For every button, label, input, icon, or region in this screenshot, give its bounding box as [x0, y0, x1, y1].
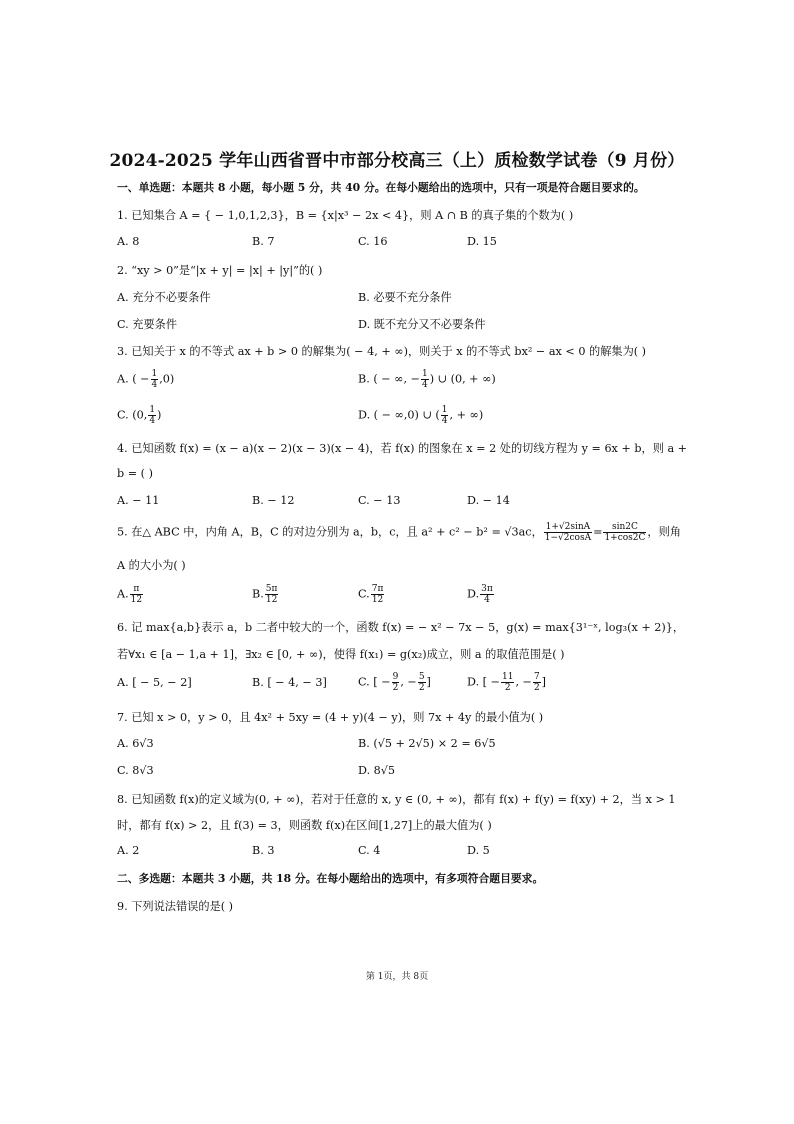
question-5-stem-line2: A 的大小为( )	[117, 559, 186, 572]
q3-a-fraction	[151, 369, 159, 390]
q6-c-denominator-2: 2	[418, 683, 425, 693]
question-6-stem-line2: 若∀x₁ ∈ [a − 1,a + 1]，∃x₂ ∈ [0, + ∞)，使得 f(x₁) = g(x₂)成立，则 a 的取值范围是( )	[117, 648, 565, 661]
q5-option-d	[467, 584, 495, 605]
q6-c-pre: C. [ −	[358, 675, 391, 689]
q1-option-b: B. 7	[252, 235, 275, 248]
q7-option-a: A. 6√3	[117, 737, 154, 750]
q6-option-c	[358, 672, 431, 693]
q5-c-label: C.	[358, 587, 370, 601]
q1-option-c: C. 16	[358, 235, 388, 248]
q3-a-pre: A. ( −	[117, 372, 150, 386]
q6-d-numerator-2: 7	[533, 672, 540, 682]
q5-b-denominator: 12	[265, 595, 278, 605]
q4-option-c: C. − 13	[358, 494, 401, 507]
q6-d-fraction-2	[533, 672, 541, 693]
q5-fraction-left	[544, 522, 592, 543]
question-1-stem: 1. 已知集合 A = { − 1,0,1,2,3}，B = {x|x³ − 2x < 4}，则 A ∩ B 的真子集的个数为( )	[117, 209, 574, 222]
q5-left-numerator: 1+√2sinA	[545, 522, 591, 532]
q5-option-b	[252, 584, 279, 605]
q8-option-a: A. 2	[117, 844, 140, 857]
q5-a-denominator: 12	[130, 595, 143, 605]
q4-option-a: A. − 11	[117, 494, 160, 507]
q5-d-denominator: 4	[484, 595, 490, 605]
q7-option-b: B. (√5 + 2√5) × 2 = 6√5	[358, 737, 496, 750]
exam-title: 2024-2025 学年山西省晋中市部分校高三（上）质检数学试卷（9 月份）	[109, 151, 685, 171]
section-multi-choice-heading: 二、多选题：本题共 3 小题，共 18 分。在每小题给出的选项中，有多项符合题目要求。	[117, 872, 544, 885]
question-4-stem-line1: 4. 已知函数 f(x) = (x − a)(x − 2)(x − 3)(x − 4)，若 f(x) 的图象在 x = 2 处的切线方程为 y = 6x + b，则 a +	[117, 442, 688, 455]
q5-right-denominator: 1+cos2C	[604, 533, 646, 543]
q3-b-denominator: 4	[422, 380, 428, 390]
q3-c-denominator: 4	[149, 416, 156, 426]
question-3-stem: 3. 已知关于 x 的不等式 ax + b > 0 的解集为( − 4, + ∞)，则关于 x 的不等式 bx² − ax < 0 的解集为( )	[117, 345, 647, 358]
q8-option-b: B. 3	[252, 844, 275, 857]
q5-left-denominator: 1−√2cosA	[544, 533, 592, 543]
q5-fraction-right	[603, 522, 646, 543]
q5-a-label: A.	[117, 587, 129, 601]
q5-c-numerator: 7π	[371, 584, 384, 594]
q3-option-b	[358, 369, 496, 390]
q3-d-numerator: 1	[441, 405, 448, 415]
q6-c-post: ]	[426, 675, 431, 689]
q3-b-fraction	[421, 369, 429, 390]
question-8-stem-line2: 时，都有 f(x) > 2，且 f(3) = 3，则函数 f(x)在区间[1,27]上的最大值为( )	[117, 819, 492, 832]
q5-c-fraction	[371, 584, 385, 605]
q6-d-fraction-1	[501, 672, 514, 693]
q3-option-c	[117, 405, 161, 426]
q6-d-pre: D. [ −	[467, 675, 500, 689]
q6-d-numerator-1: 11	[501, 672, 514, 682]
q5-b-label: B.	[252, 587, 264, 601]
question-5-stem-line1	[117, 522, 681, 543]
q3-d-denominator: 4	[441, 416, 448, 426]
q3-b-numerator: 1	[422, 369, 428, 379]
q6-c-fraction-2	[418, 672, 426, 693]
q5-stem-post: ，则角	[647, 525, 681, 539]
q4-option-d: D. − 14	[467, 494, 510, 507]
q5-b-fraction	[265, 584, 279, 605]
q3-a-denominator: 4	[151, 380, 158, 390]
q7-option-d: D. 8√5	[358, 764, 396, 777]
q2-option-d: D. 既不充分又不必要条件	[358, 318, 486, 331]
q6-option-d	[467, 672, 546, 693]
q6-c-mid: , −	[400, 675, 417, 689]
q8-option-c: C. 4	[358, 844, 381, 857]
q2-option-a: A. 充分不必要条件	[117, 291, 211, 304]
q3-b-post: ) ∪ (0, + ∞)	[429, 372, 496, 386]
q3-c-post: )	[157, 408, 162, 422]
q6-c-denominator-1: 2	[392, 683, 399, 693]
q5-d-label: D.	[467, 587, 480, 601]
section-single-choice-heading: 一、单选题：本题共 8 小题，每小题 5 分，共 40 分。在每小题给出的选项中，只有一项是符合题目要求的。	[117, 181, 645, 194]
q5-right-numerator: sin2C	[603, 522, 646, 533]
q6-c-numerator-2: 5	[418, 672, 425, 682]
q5-d-numerator: 3π	[481, 584, 493, 594]
question-8-stem-line1: 8. 已知函数 f(x)的定义域为(0, + ∞)，若对于任意的 x, y ∈ (0, + ∞)，都有 f(x) + f(y) = f(xy) + 2，当 x > 1	[117, 793, 676, 806]
q5-a-numerator: π	[130, 584, 143, 595]
q3-b-pre: B. ( − ∞, −	[358, 372, 420, 386]
q3-c-numerator: 1	[149, 405, 156, 415]
q6-d-denominator-1: 2	[504, 683, 511, 693]
q4-option-b: B. − 12	[252, 494, 295, 507]
q3-option-a	[117, 369, 174, 390]
q3-c-pre: C. (0,	[117, 408, 148, 422]
q5-option-a	[117, 584, 144, 605]
q7-option-c: C. 8√3	[117, 764, 154, 777]
q3-c-fraction	[148, 405, 156, 426]
question-9-stem: 9. 下列说法错误的是( )	[117, 900, 234, 913]
q6-d-denominator-2: 2	[533, 683, 540, 693]
q5-a-fraction	[130, 584, 143, 605]
q1-option-a: A. 8	[117, 235, 140, 248]
q5-b-numerator: 5π	[265, 584, 278, 594]
q5-option-c	[358, 584, 385, 605]
q6-option-a: A. [ − 5, − 2]	[117, 676, 192, 689]
q3-a-post: ,0)	[159, 372, 175, 386]
q3-d-pre: D. ( − ∞,0) ∪ (	[358, 408, 440, 422]
q8-option-d: D. 5	[467, 844, 490, 857]
question-2-stem: 2. “xy > 0”是“|x + y| = |x| + |y|”的( )	[117, 264, 323, 277]
q6-c-fraction-1	[392, 672, 400, 693]
q5-c-denominator: 12	[371, 595, 384, 605]
question-4-stem-line2: b = ( )	[117, 467, 153, 480]
q1-option-d: D. 15	[467, 235, 497, 248]
q3-d-post: , + ∞)	[449, 408, 484, 422]
question-7-stem: 7. 已知 x > 0，y > 0，且 4x² + 5xy = (4 + y)(4 − y)，则 7x + 4y 的最小值为( )	[117, 711, 544, 724]
q2-option-c: C. 充要条件	[117, 318, 178, 331]
q3-a-numerator: 1	[151, 369, 158, 379]
q2-option-b: B. 必要不充分条件	[358, 291, 452, 304]
q6-option-b: B. [ − 4, − 3]	[252, 676, 327, 689]
q3-d-fraction	[441, 405, 449, 426]
question-6-stem-line1: 6. 记 max{a,b}表示 a，b 二者中较大的一个，函数 f(x) = − x² − 7x − 5，g(x) = max{3¹⁻ˣ, log₃(x + 2)}，	[117, 621, 685, 634]
q6-c-numerator-1: 9	[392, 672, 399, 682]
q6-d-mid: , −	[515, 675, 532, 689]
page-footer: 第 1页，共 8页	[365, 972, 429, 982]
q3-option-d	[358, 405, 483, 426]
q6-d-post: ]	[541, 675, 547, 689]
q5-stem-pre: 5. 在△ ABC 中，内角 A，B，C 的对边分别为 a，b，c，且 a² + c² − b² = √3ac，	[117, 525, 543, 539]
q5-equals: =	[593, 525, 603, 539]
q5-d-fraction	[480, 584, 494, 605]
